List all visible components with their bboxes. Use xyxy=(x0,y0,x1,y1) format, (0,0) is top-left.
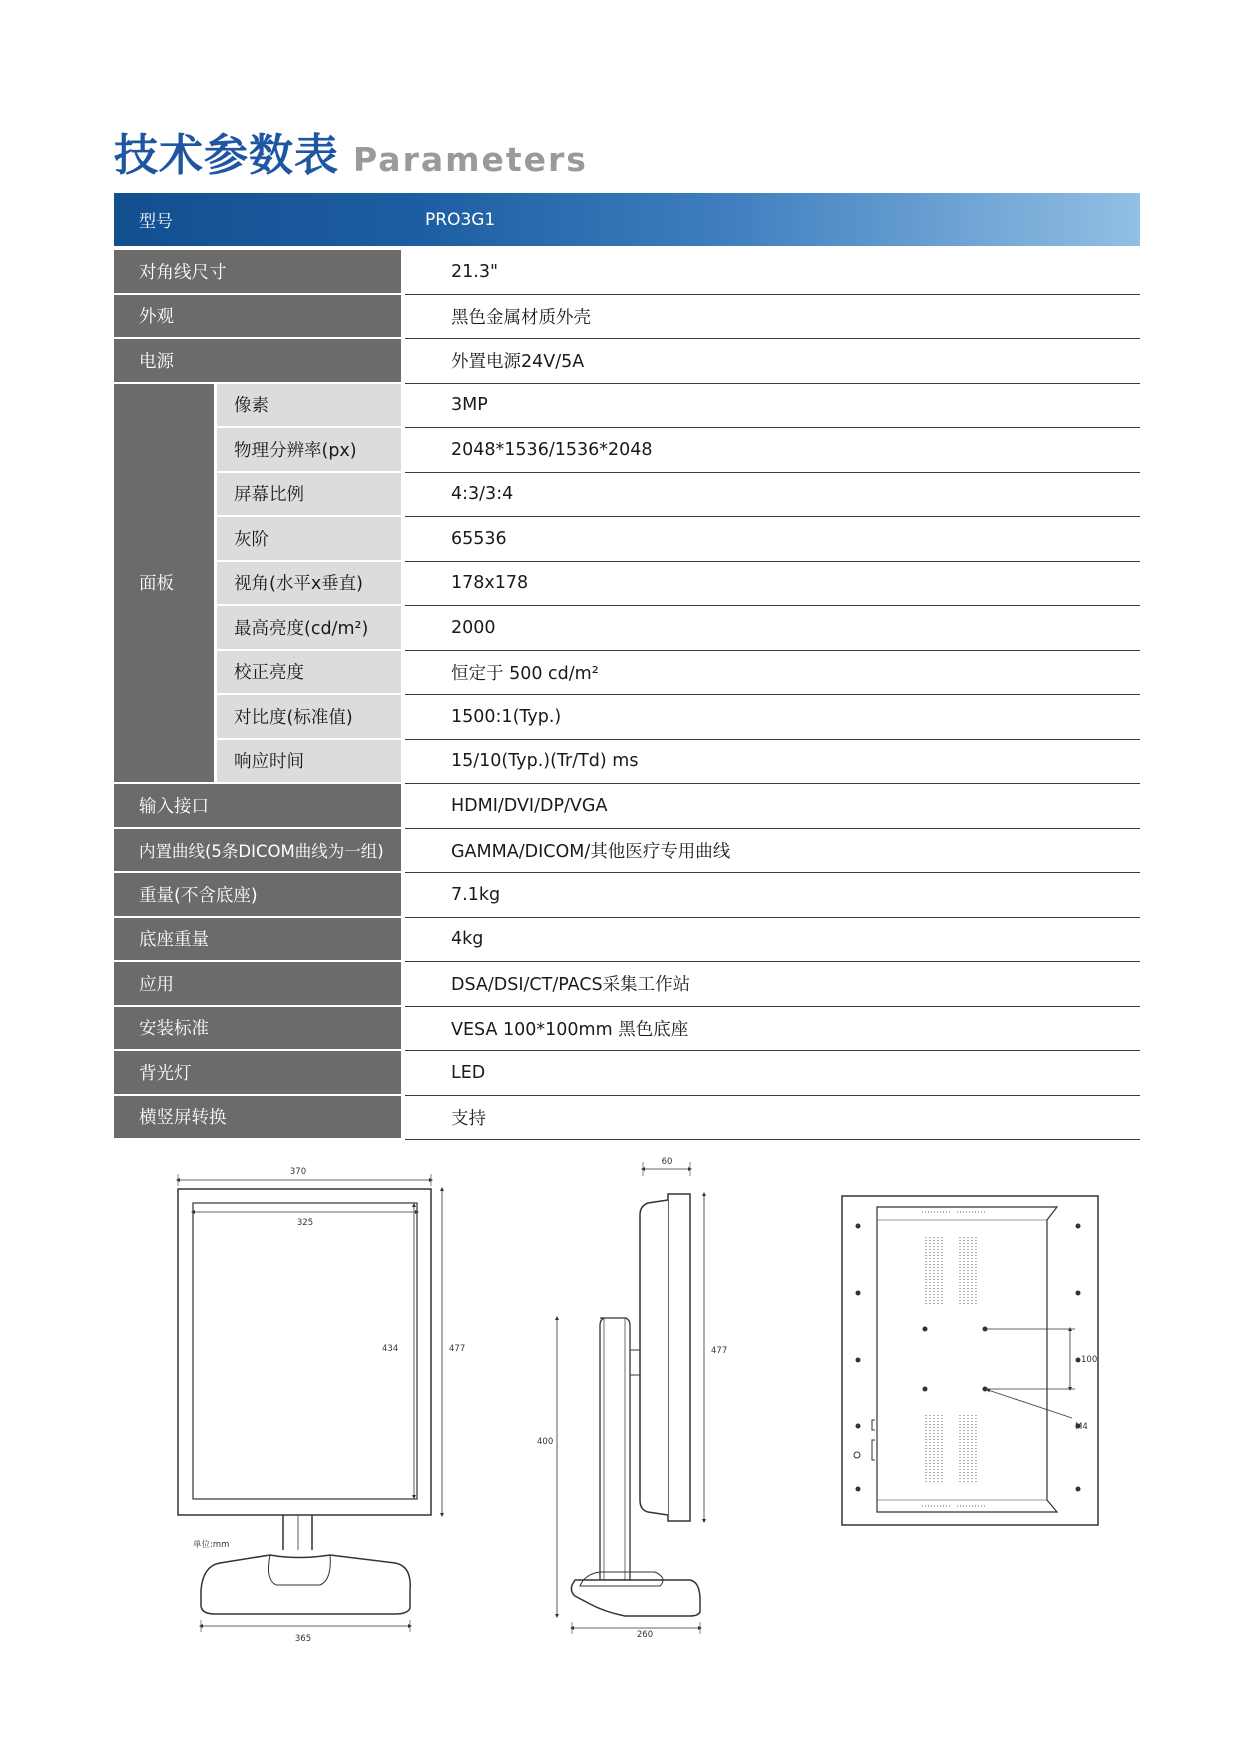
back-vesa-dimension: 100 xyxy=(1081,1355,1098,1365)
panel-row xyxy=(214,562,1140,607)
back-view-drawing xyxy=(842,1196,1098,1525)
front-height-outer: 477 xyxy=(449,1344,466,1354)
row-value: 黑色金属材质外壳 xyxy=(405,295,1140,340)
technical-drawings xyxy=(0,1150,1241,1670)
panel-row-value: 15/10(Typ.)(Tr/Td) ms xyxy=(405,740,1140,785)
panel-row xyxy=(214,695,1140,740)
row-label: 对角线尺寸 xyxy=(114,250,401,295)
row-label: 外观 xyxy=(114,295,401,340)
panel-row xyxy=(214,651,1140,696)
header-label: 型号 xyxy=(139,212,173,232)
row-label: 输入接口 xyxy=(114,784,401,829)
row-label: 背光灯 xyxy=(114,1051,401,1096)
row-value: LED xyxy=(405,1051,1140,1096)
panel-row-value: 2000 xyxy=(405,606,1140,651)
title-english: Parameters xyxy=(353,140,588,179)
back-screw-label: M4 xyxy=(1075,1422,1088,1432)
side-stand-height: 400 xyxy=(537,1437,554,1447)
panel-subrows xyxy=(214,384,1140,785)
table-row xyxy=(114,295,1140,340)
panel-row-value: 65536 xyxy=(405,517,1140,562)
row-value: 支持 xyxy=(405,1096,1140,1141)
panel-row-value: 4:3/3:4 xyxy=(405,473,1140,518)
side-height: 477 xyxy=(711,1346,728,1356)
panel-row-value: 3MP xyxy=(405,384,1140,429)
panel-row xyxy=(214,606,1140,651)
row-label: 横竖屏转换 xyxy=(114,1096,401,1141)
table-row xyxy=(114,1096,1140,1141)
row-label: 安装标准 xyxy=(114,1007,401,1052)
unit-label: 单位:mm xyxy=(193,1540,230,1550)
panel-row xyxy=(214,428,1140,473)
row-value: 4kg xyxy=(405,918,1140,963)
panel-row-label: 响应时间 xyxy=(214,740,401,785)
panel-row-value: 2048*1536/1536*2048 xyxy=(405,428,1140,473)
table-row xyxy=(114,250,1140,295)
panel-row-label: 对比度(标准值) xyxy=(214,695,401,740)
panel-row-label: 灰阶 xyxy=(214,517,401,562)
table-row xyxy=(114,784,1140,829)
table-row xyxy=(114,962,1140,1007)
row-label: 重量(不含底座) xyxy=(114,873,401,918)
panel-row xyxy=(214,384,1140,429)
header-value: PRO3G1 xyxy=(425,209,496,230)
row-value: 21.3" xyxy=(405,250,1140,295)
table-row xyxy=(114,918,1140,963)
table-header xyxy=(114,193,1140,246)
page-title xyxy=(114,118,588,181)
row-label: 电源 xyxy=(114,339,401,384)
row-label: 底座重量 xyxy=(114,918,401,963)
side-base-depth: 260 xyxy=(636,1630,654,1640)
front-base-width: 365 xyxy=(294,1634,312,1644)
table-row xyxy=(114,829,1140,874)
row-value: DSA/DSI/CT/PACS采集工作站 xyxy=(405,962,1140,1007)
front-height-inner: 434 xyxy=(382,1344,399,1354)
table-row xyxy=(114,1007,1140,1052)
panel-row-label: 像素 xyxy=(214,384,401,429)
row-value: 7.1kg xyxy=(405,873,1140,918)
panel-group xyxy=(114,384,1140,785)
panel-row-label: 最高亮度(cd/m²) xyxy=(214,606,401,651)
parameters-table xyxy=(114,193,1140,1140)
side-view-drawing xyxy=(557,1162,704,1634)
title-chinese: 技术参数表 xyxy=(114,130,339,181)
panel-group-label: 面板 xyxy=(114,384,214,785)
panel-row-label: 视角(水平x垂直) xyxy=(214,562,401,607)
row-label: 内置曲线(5条DICOM曲线为一组) xyxy=(114,829,401,874)
panel-row-label: 屏幕比例 xyxy=(214,473,401,518)
panel-row xyxy=(214,740,1140,785)
row-value: HDMI/DVI/DP/VGA xyxy=(405,784,1140,829)
row-label: 应用 xyxy=(114,962,401,1007)
row-value: VESA 100*100mm 黑色底座 xyxy=(405,1007,1140,1052)
panel-row-value: 178x178 xyxy=(405,562,1140,607)
panel-row-label: 物理分辨率(px) xyxy=(214,428,401,473)
table-row xyxy=(114,873,1140,918)
side-depth: 60 xyxy=(661,1157,673,1167)
panel-row-label: 校正亮度 xyxy=(214,651,401,696)
panel-row xyxy=(214,517,1140,562)
row-value: 外置电源24V/5A xyxy=(405,339,1140,384)
front-view-drawing xyxy=(178,1174,442,1632)
panel-row-value: 恒定于 500 cd/m² xyxy=(405,651,1140,696)
panel-row-value: 1500:1(Typ.) xyxy=(405,695,1140,740)
table-row xyxy=(114,339,1140,384)
table-row xyxy=(114,1051,1140,1096)
front-width-outer: 370 xyxy=(289,1167,307,1177)
panel-row xyxy=(214,473,1140,518)
front-width-inner: 325 xyxy=(296,1218,314,1228)
row-value: GAMMA/DICOM/其他医疗专用曲线 xyxy=(405,829,1140,874)
